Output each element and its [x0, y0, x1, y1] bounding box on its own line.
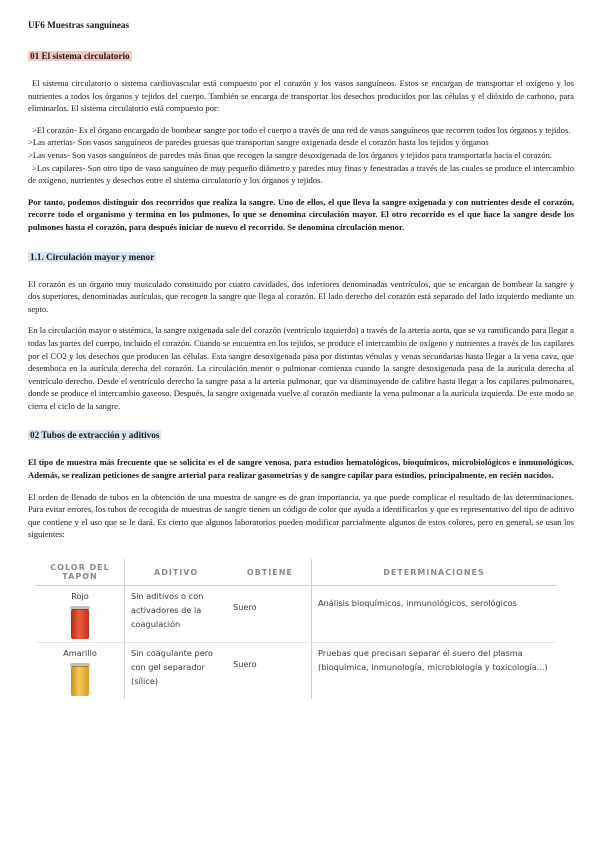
determinations-cell: Análisis bioquímicos, inmunológicos, serológicos — [312, 586, 557, 643]
obtains-cell: Suero — [233, 659, 257, 670]
header-additive — [125, 559, 312, 586]
section-heading-circulation: 1.1. Circulación mayor y menor — [30, 251, 155, 262]
table-header-row — [36, 559, 556, 586]
list-item-arteries: >Las arterias- Son vasos sanguíneos de paredes gruesas que transportan sangre oxigenada desde el corazón hasta los tejidos y órganos — [28, 137, 489, 148]
paragraph-tube-order: El orden de llenado de tubos en la obtención de una muestra de sangre es de gran importancia, ya que puede complicar el resultado de las determinaciones. Para evitar errores, los tubos de recogida de muestras de sangre tienen un código de color que ayuda a identificarlos y que es representativo del tipo de aditivo que contiene y el uso que se le dará. Es cierto que algunos laboratorios pueden modificar parcialmente algunos de estos colores, pero en general, se usan los siguientes: — [28, 491, 574, 540]
paragraph-intro: El sistema circulatorio o sistema cardiovascular está compuesto por el corazón y los vasos sanguíneos. Estos se encargan de transportar el oxígeno y los nutrientes a todos los órganos y tejidos del cuerpo. También se encarga de transportar los desechos producidos por las células y el dióxido de carbono, para eliminarlos. El sistema circulatorio está compuesto por: — [28, 78, 574, 114]
document-page — [28, 20, 574, 699]
table-row — [36, 643, 556, 700]
list-item-heart: >El corazón- Es el órgano encargado de bombear sangre por todo el cuerpo a través de una red de vasos sanguíneos que recorren todos los órganos y tejidos. — [32, 124, 571, 135]
list-item-capillaries: >Los capilares- Son otro tipo de vaso sanguíneo de muy pequeño diámetro y paredes muy finas y fenestradas a través de las cuales se produce el intercambio de oxígeno, nutrientes y desechos entre el sistema circulatorio y los órganos y tejidos. — [28, 162, 574, 186]
header-color: COLOR DEL TAPÓN — [36, 559, 125, 586]
tube-color-cell — [36, 643, 125, 700]
obtains-cell: Suero — [227, 586, 312, 643]
paragraph-summary: Por tanto, podemos distinguir dos recorridos que realiza la sangre. Uno de ellos, el que lleva la sangre oxigenada y con nutrientes desde el corazón, recorre todo el organismo y termina en los pulmones, lo que se denomina circulación mayor. El otro recorrido es el que hace la sangre desde los pulmones hasta el corazón, para después iniciar de nuevo el recorrido. Se denomina circulación menor. — [28, 196, 574, 232]
additive-cell: Sin aditivos o con activadores de la coagulación — [125, 586, 228, 643]
additive-cell: Sin coagulante pero con gel separador (sílice) — [125, 643, 228, 700]
header-determinations: DETERMINACIONES — [312, 559, 557, 586]
determinations-cell: Pruebas que precisan separar el suero del plasma (bioquímica, inmunología, microbiología y toxicología...) — [312, 643, 557, 700]
header-obtiene: OBTIENE — [246, 567, 293, 577]
yellow-tube-icon — [71, 666, 89, 696]
paragraph-sample-types: El tipo de muestra más frecuente que se solicita es el de sangre venosa, para estudios hematológicos, bioquímicos, microbiológicos e inmunológicos. Además, se realizan peticiones de sangre arterial para realizar gasometrías y de sangre capilar para estudios, principalmente, en recién nacidos. — [28, 457, 574, 481]
section-heading-tubes: 02 Tubos de extracción y aditivos — [30, 430, 160, 441]
tube-color-cell — [36, 586, 125, 643]
tube-color-label: Amarillo — [63, 648, 97, 659]
tube-color-label: Rojo — [71, 591, 89, 602]
tubes-table — [36, 559, 556, 699]
list-item-veins: >Las venas- Son vasos sanguíneos de paredes más finas que recogen la sangre desoxigenada de los órganos y tejidos para transportarla hacia el corazón. — [28, 149, 552, 160]
section-heading-circulatory: 01 El sistema circulatorio — [30, 51, 130, 61]
header-aditivo: ADITIVO — [154, 567, 199, 577]
table-row — [36, 586, 556, 643]
red-tube-icon — [71, 609, 89, 639]
paragraph-heart-chambers: El corazón es un órgano muy musculado constituido por cuatro cavidades, dos inferiores denominadas ventrículos, que se encargan de bombear la sangre y dos superiores, denominadas aurículas, que recogen la sangre que llega al corazón. El lado derecho del corazón está separado del lado izquierdo mediante un septo. — [28, 278, 574, 314]
paragraph-circulation: En la circulación mayor o sistémica, la sangre oxigenada sale del corazón (ventrículo izquierdo) a través de la arteria aorta, que se va ramificando para llegar a todas las partes del cuerpo, incluido el corazón. Cuando se encuentra en los tejidos, se produce el intercambio de oxígeno y nutrientes a través de los capilares por el CO2 y los desechos que producen las células. Esta sangre desoxigenada pasa por distintas vénulas y venas secundarias hasta llegar a la vena cava, que desemboca en la aurícula derecha del corazón. La circulación menor o pulmonar comienza cuando la sangre desoxigenada pasa de la aurícula derecha al ventrículo derecho. Desde el ventrículo derecho la sangre pasa a la arteria pulmonar, que va disminuyendo de calibre hasta llegar a los capilares pulmonares, donde se produce el intercambio gaseoso. Después, la sangre oxigenada vuelve al corazón mediante la vena pulmonar a la aurícula izquierda. De este modo se cierra el ciclo de la sangre. — [28, 325, 574, 411]
document-title: UF6 Muestras sanguíneas — [28, 20, 130, 30]
